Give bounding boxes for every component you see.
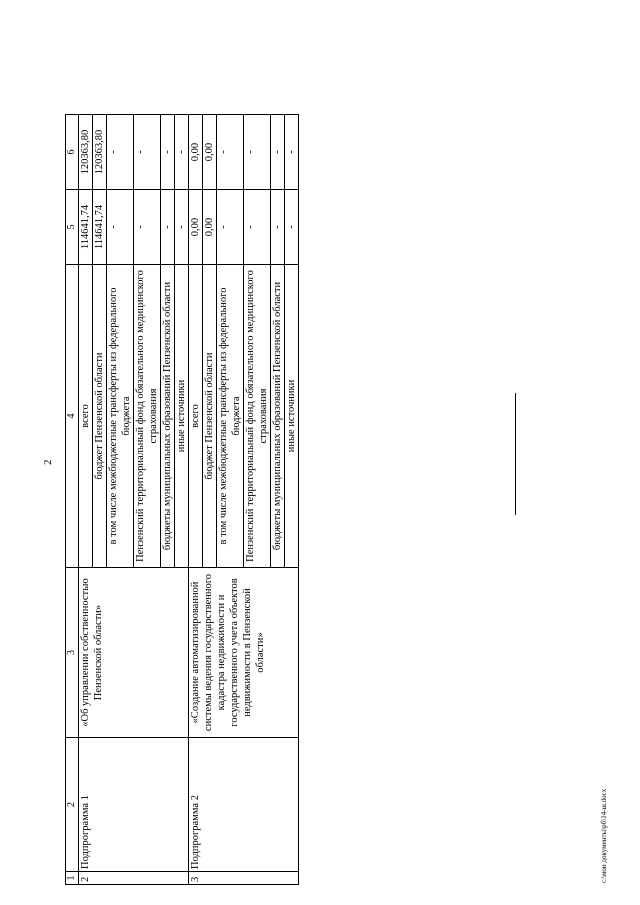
funding-source: Пензенский территориальный фонд обязательного медицинского страхования bbox=[244, 265, 271, 568]
page-number: 2 bbox=[42, 459, 54, 465]
value-col6: - bbox=[244, 115, 271, 190]
funding-source: бюджет Пензенской области bbox=[93, 265, 107, 568]
funding-source: всего bbox=[79, 265, 93, 568]
value-col6: - bbox=[285, 115, 299, 190]
value-col5: - bbox=[161, 190, 175, 265]
value-col5: - bbox=[107, 190, 134, 265]
row-number: 3 bbox=[189, 872, 299, 885]
funding-source: всего bbox=[189, 265, 203, 568]
value-col6: - bbox=[134, 115, 161, 190]
value-col5: - bbox=[271, 190, 285, 265]
value-col5: 114641,74 bbox=[93, 190, 107, 265]
value-col6: - bbox=[271, 115, 285, 190]
divider-line bbox=[515, 393, 516, 515]
value-col6: 0,00 bbox=[203, 115, 217, 190]
funding-source: бюджет Пензенской области bbox=[203, 265, 217, 568]
col-header: 6 bbox=[66, 115, 79, 190]
subprogram-description: «Создание автоматизированной системы ведения государственного кадастра недвижимости и государственного учета объектов недвижимости в Пензенской области» bbox=[189, 568, 299, 738]
footer-file-path: с:\мои документы\рб\14-ш.docx bbox=[600, 788, 608, 883]
funding-source: Пензенский территориальный фонд обязательного медицинского страхования bbox=[134, 265, 161, 568]
funding-source: бюджеты муниципальных образований Пензенской области bbox=[161, 265, 175, 568]
col-header: 5 bbox=[66, 190, 79, 265]
funding-source: иные источники bbox=[175, 265, 189, 568]
value-col6: - bbox=[217, 115, 244, 190]
value-col5: - bbox=[134, 190, 161, 265]
budget-table bbox=[65, 114, 299, 885]
table-row bbox=[79, 115, 93, 885]
funding-source: бюджеты муниципальных образований Пензенской области bbox=[271, 265, 285, 568]
value-col5: 0,00 bbox=[203, 190, 217, 265]
subprogram-description: «Об управлении собственностью Пензенской области» bbox=[79, 568, 189, 738]
value-col6: - bbox=[161, 115, 175, 190]
value-col5: 0,00 bbox=[189, 190, 203, 265]
value-col5: - bbox=[175, 190, 189, 265]
col-header: 1 bbox=[66, 872, 79, 885]
subprogram-name: Подпрограмма 2 bbox=[189, 738, 299, 872]
col-header: 2 bbox=[66, 738, 79, 872]
value-col6: 120363,80 bbox=[93, 115, 107, 190]
subprogram-name: Подпрограмма 1 bbox=[79, 738, 189, 872]
table-row bbox=[189, 115, 203, 885]
header-row bbox=[66, 115, 79, 885]
value-col6: 0,00 bbox=[189, 115, 203, 190]
funding-source: в том числе межбюджетные трансферты из федерального бюджета bbox=[217, 265, 244, 568]
value-col5: 114641,74 bbox=[79, 190, 93, 265]
value-col5: - bbox=[285, 190, 299, 265]
value-col5: - bbox=[244, 190, 271, 265]
value-col6: 120363,80 bbox=[79, 115, 93, 190]
col-header: 3 bbox=[66, 568, 79, 738]
value-col6: - bbox=[175, 115, 189, 190]
value-col5: - bbox=[217, 190, 244, 265]
col-header: 4 bbox=[66, 265, 79, 568]
funding-source: иные источники bbox=[285, 265, 299, 568]
row-number: 2 bbox=[79, 872, 189, 885]
funding-source: в том числе межбюджетные трансферты из федерального бюджета bbox=[107, 265, 134, 568]
value-col6: - bbox=[107, 115, 134, 190]
